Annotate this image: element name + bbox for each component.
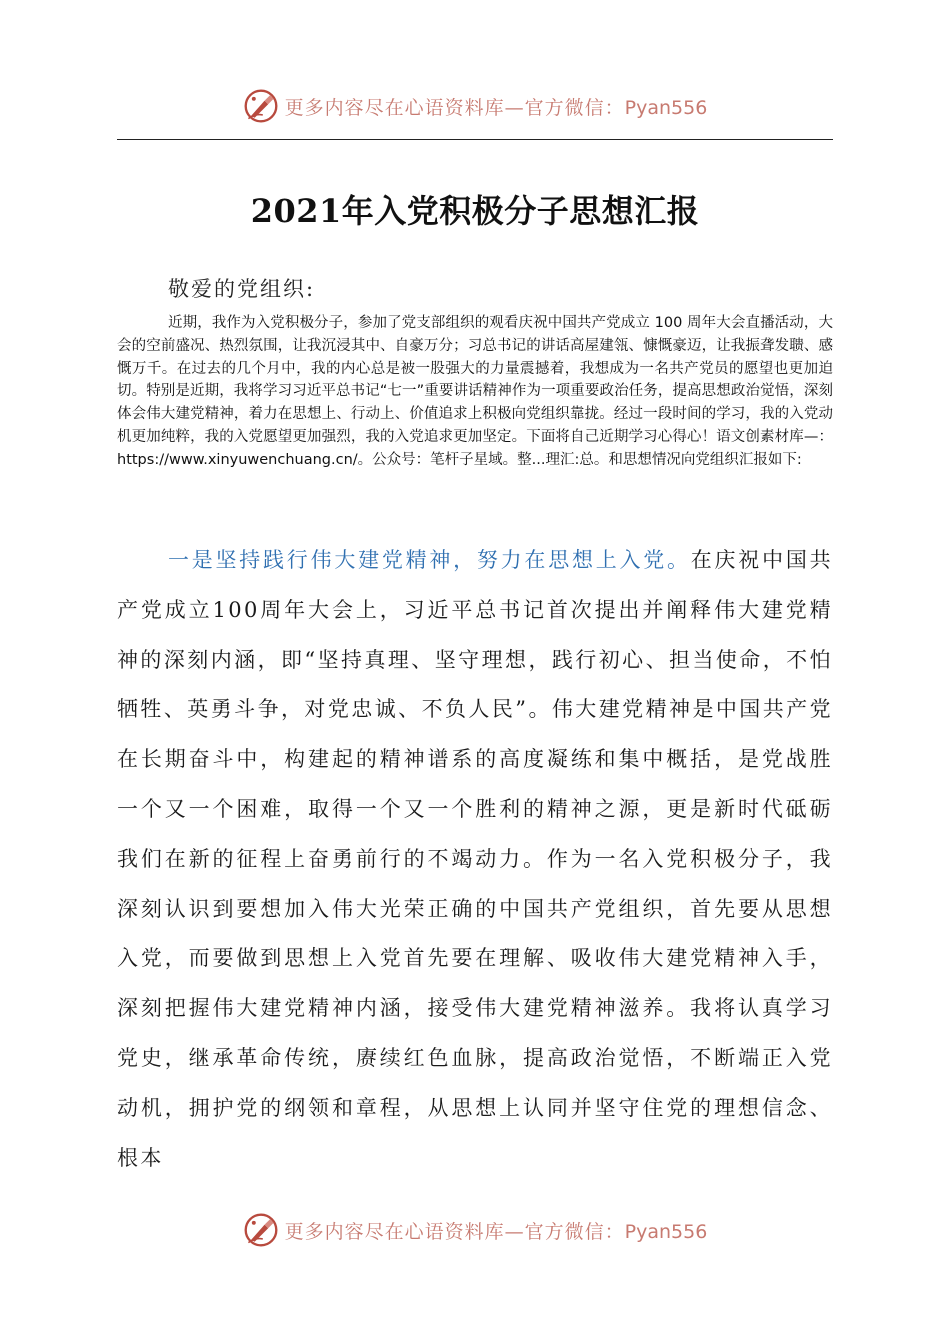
banner-handle: Pyan556 [624,96,708,119]
section-paragraph [117,536,833,1183]
banner-text: 更多内容尽在心语资料库—官方微信：Pyan556 [284,1220,708,1243]
header-divider [117,139,833,140]
salutation: 敬爱的党组织: [168,277,316,301]
pen-logo-icon [243,1212,279,1248]
section-body: 在庆祝中国共产党成立100周年大会上，习近平总书记首次提出并阐释伟大建党精神的深刻内涵，即“坚持真理、坚守理想，践行初心、担当使命，不怕牺牲、英勇斗争，对党忠诚、不负人民”。伟大建党精神是中国共产党在长期奋斗中，构建起的精神谱系的高度凝练和集中概括，是党战胜一个又一个困难，取得一个又一个胜利的精神之源，更是新时代砥砺我们在新的征程上奋勇前行的不竭动力。作为一名入党积极分子，我深刻认识到要想加入伟大光荣正确的中国共产党组织，首先要从思想入党，而要做到思想上入党首先要在理解、吸收伟大建党精神入手，深刻把握伟大建党精神内涵，接受伟大建党精神滋养。我将认真学习党史，继承革命传统，赓续红色血脉，提高政治觉悟，不断端正入党动机，拥护党的纲领和章程，从思想上认同并坚守住党的理想信念、根本 [117,548,833,1170]
section-heading: 一是坚持践行伟大建党精神，努力在思想上入党。 [168,548,691,572]
header-banner [0,84,950,128]
banner-handle: Pyan556 [624,1220,708,1243]
document-title: 2021年入党积极分子思想汇报 [250,192,700,230]
pen-logo-icon [243,88,279,124]
footer-banner [0,1208,950,1252]
banner-text: 更多内容尽在心语资料库—官方微信：Pyan556 [284,96,708,119]
intro-paragraph: 近期，我作为入党积极分子，参加了党支部组织的观看庆祝中国共产党成立 100 周年大会直播活动，大会的空前盛况、热烈氛围，让我沉浸其中、自豪万分；习总书记的讲话高屋建瓴、慷慨豪迈，让我振聋发聩、感慨万千。在过去的几个月中，我的内心总是被一股强大的力量震撼着，我想成为一名共产党员的愿望也更加迫切。特别是近期，我将学习习近平总书记“七一”重要讲话精神作为一项重要政治任务，提高思想政治觉悟，深刻体会伟大建党精神，着力在思想上、行动上、价值追求上积极向党组织靠拢。经过一段时间的学习，我的入党动机更加纯粹，我的入党愿望更加强烈，我的入党追求更加坚定。下面将自己近期学习心得心！语文创素材库—：https://www.xinyuwenchuang.cn/。公众号：笔杆子星域。整...理汇:总。和思想情况向党组织汇报如下: [117,315,833,468]
